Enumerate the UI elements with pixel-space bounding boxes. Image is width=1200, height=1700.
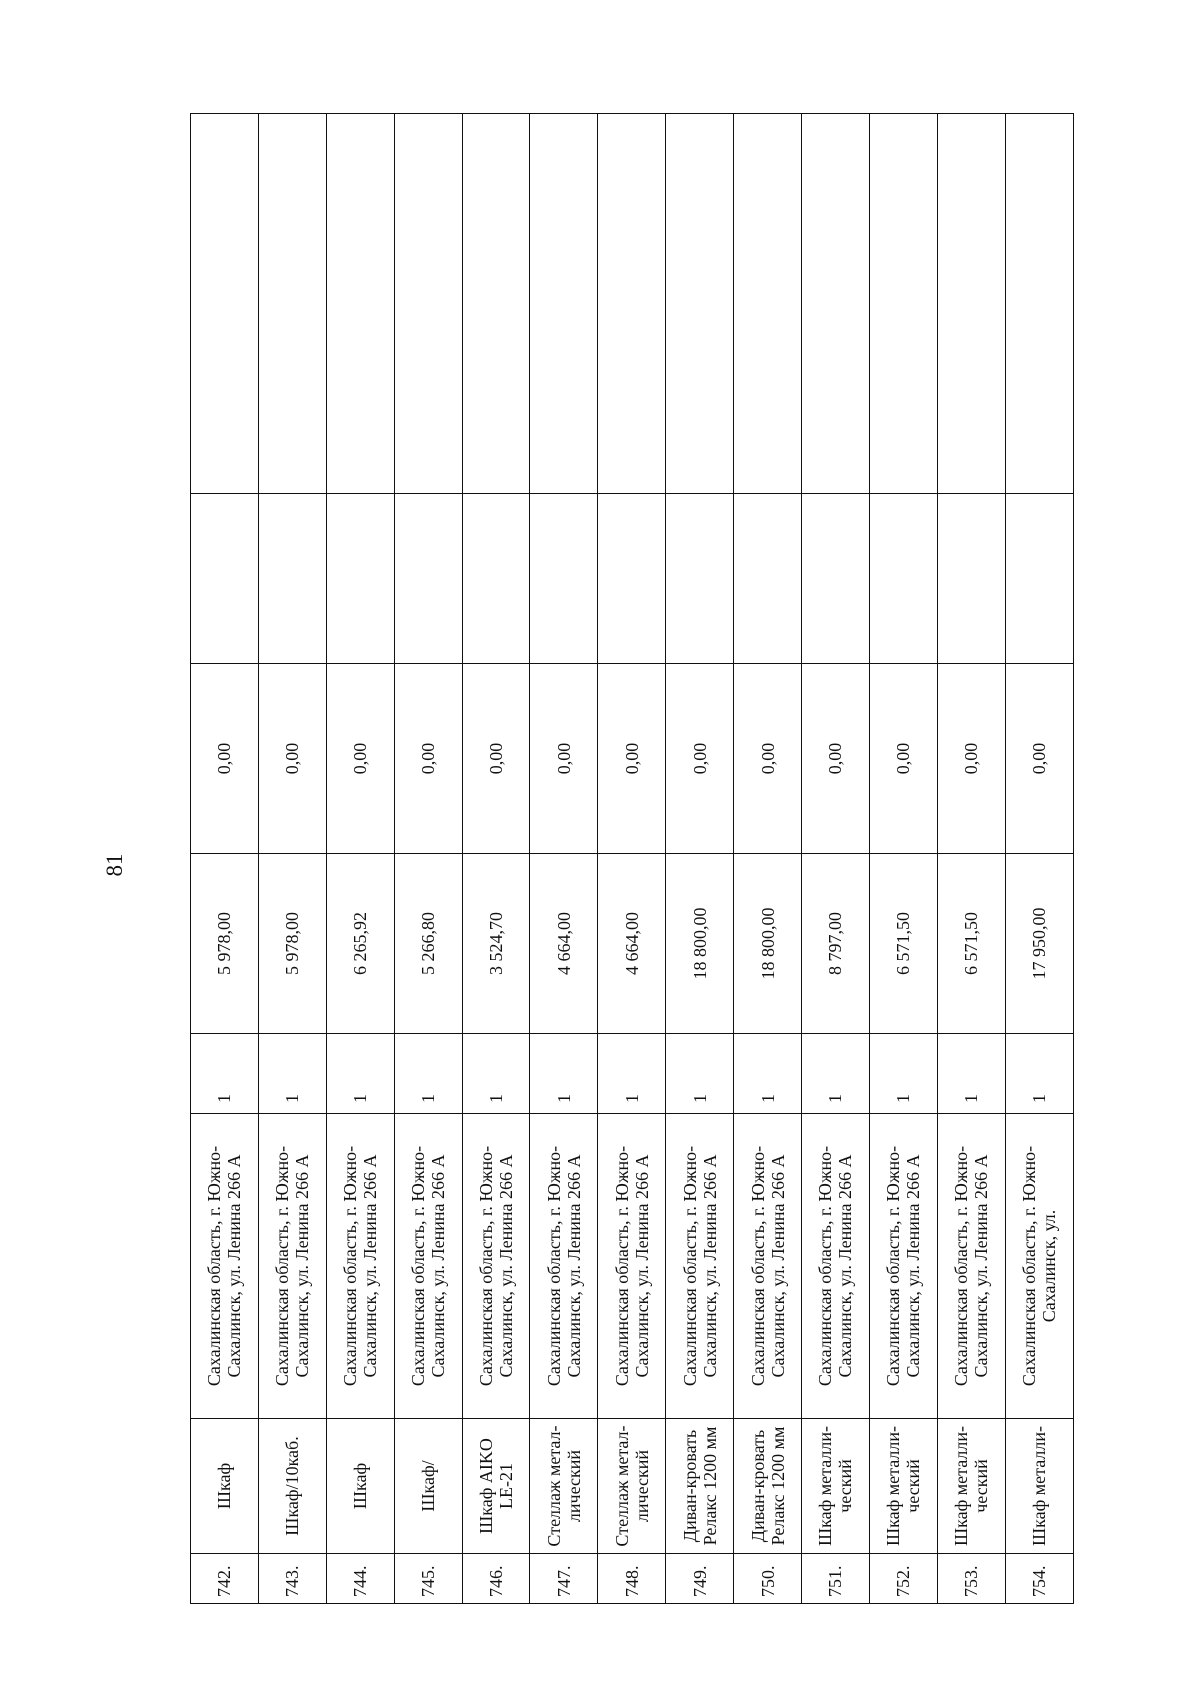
row-number-cell: 751. bbox=[802, 1554, 870, 1604]
cost-cell: 8 797,00 bbox=[802, 854, 870, 1034]
item-name-cell: Диван-кровать Релакс 1200 мм bbox=[666, 1419, 734, 1554]
empty-cell bbox=[394, 114, 462, 494]
row-number-cell: 742. bbox=[191, 1554, 259, 1604]
quantity-cell: 1 bbox=[394, 1034, 462, 1114]
row-number-cell: 749. bbox=[666, 1554, 734, 1604]
address-cell: Сахалинская область, г. Южно-Сахалинск, ул. Ленина 266 А bbox=[462, 1114, 530, 1419]
empty-cell bbox=[734, 114, 802, 494]
empty-cell bbox=[258, 114, 326, 494]
row-number-cell: 744. bbox=[326, 1554, 394, 1604]
quantity-cell: 1 bbox=[869, 1034, 937, 1114]
address-cell: Сахалинская область, г. Южно-Сахалинск, ул. Ленина 266 А bbox=[258, 1114, 326, 1419]
residual-value-cell: 0,00 bbox=[734, 664, 802, 854]
address-cell: Сахалинская область, г. Южно-Сахалинск, ул. Ленина 266 А bbox=[394, 1114, 462, 1419]
table-row bbox=[326, 114, 394, 1604]
cost-cell: 18 800,00 bbox=[734, 854, 802, 1034]
item-name-cell: Шкаф металли-ческий bbox=[869, 1419, 937, 1554]
item-name-cell: Шкаф bbox=[191, 1419, 259, 1554]
quantity-cell: 1 bbox=[258, 1034, 326, 1114]
empty-cell bbox=[802, 494, 870, 664]
address-cell: Сахалинская область, г. Южно-Сахалинск, ул. Ленина 266 А bbox=[734, 1114, 802, 1419]
empty-cell bbox=[937, 494, 1005, 664]
quantity-cell: 1 bbox=[734, 1034, 802, 1114]
quantity-cell: 1 bbox=[1005, 1034, 1073, 1114]
empty-cell bbox=[802, 114, 870, 494]
address-cell: Сахалинская область, г. Южно-Сахалинск, ул. Ленина 266 А bbox=[530, 1114, 598, 1419]
address-cell: Сахалинская область, г. Южно-Сахалинск, ул. Ленина 266 А bbox=[937, 1114, 1005, 1419]
cost-cell: 5 978,00 bbox=[191, 854, 259, 1034]
cost-cell: 3 524,70 bbox=[462, 854, 530, 1034]
empty-cell bbox=[598, 494, 666, 664]
residual-value-cell: 0,00 bbox=[802, 664, 870, 854]
address-cell: Сахалинская область, г. Южно-Сахалинск, ул. Ленина 266 А bbox=[598, 1114, 666, 1419]
empty-cell bbox=[734, 494, 802, 664]
empty-cell bbox=[462, 494, 530, 664]
quantity-cell: 1 bbox=[530, 1034, 598, 1114]
cost-cell: 18 800,00 bbox=[666, 854, 734, 1034]
address-cell: Сахалинская область, г. Южно-Сахалинск, ул. Ленина 266 А bbox=[802, 1114, 870, 1419]
cost-cell: 5 266,80 bbox=[394, 854, 462, 1034]
cost-cell: 6 265,92 bbox=[326, 854, 394, 1034]
empty-cell bbox=[326, 114, 394, 494]
cost-cell: 6 571,50 bbox=[869, 854, 937, 1034]
item-name-cell: Шкаф/ bbox=[394, 1419, 462, 1554]
empty-cell bbox=[191, 114, 259, 494]
table-row bbox=[869, 114, 937, 1604]
row-number-cell: 753. bbox=[937, 1554, 1005, 1604]
residual-value-cell: 0,00 bbox=[666, 664, 734, 854]
row-number-cell: 750. bbox=[734, 1554, 802, 1604]
table-row bbox=[598, 114, 666, 1604]
table-row bbox=[666, 114, 734, 1604]
item-name-cell: Стеллаж метал-лический bbox=[598, 1419, 666, 1554]
empty-cell bbox=[666, 114, 734, 494]
row-number-cell: 743. bbox=[258, 1554, 326, 1604]
empty-cell bbox=[258, 494, 326, 664]
cost-cell: 17 950,00 bbox=[1005, 854, 1073, 1034]
row-number-cell: 747. bbox=[530, 1554, 598, 1604]
table-row bbox=[530, 114, 598, 1604]
empty-cell bbox=[1005, 114, 1073, 494]
cost-cell: 4 664,00 bbox=[530, 854, 598, 1034]
item-name-cell: Стеллаж метал-лический bbox=[530, 1419, 598, 1554]
quantity-cell: 1 bbox=[937, 1034, 1005, 1114]
cost-cell: 5 978,00 bbox=[258, 854, 326, 1034]
address-cell: Сахалинская область, г. Южно-Сахалинск, ул. Ленина 266 А bbox=[666, 1114, 734, 1419]
empty-cell bbox=[462, 114, 530, 494]
table-row bbox=[258, 114, 326, 1604]
table-row bbox=[462, 114, 530, 1604]
item-name-cell: Шкаф/10каб. bbox=[258, 1419, 326, 1554]
residual-value-cell: 0,00 bbox=[258, 664, 326, 854]
cost-cell: 6 571,50 bbox=[937, 854, 1005, 1034]
empty-cell bbox=[937, 114, 1005, 494]
quantity-cell: 1 bbox=[666, 1034, 734, 1114]
row-number-cell: 745. bbox=[394, 1554, 462, 1604]
empty-cell bbox=[326, 494, 394, 664]
residual-value-cell: 0,00 bbox=[937, 664, 1005, 854]
empty-cell bbox=[598, 114, 666, 494]
address-cell: Сахалинская область, г. Южно-Сахалинск, ул. Ленина 266 А bbox=[869, 1114, 937, 1419]
item-name-cell: Шкаф металли- bbox=[1005, 1419, 1073, 1554]
residual-value-cell: 0,00 bbox=[191, 664, 259, 854]
empty-cell bbox=[869, 114, 937, 494]
table-row bbox=[1005, 114, 1073, 1604]
table-row bbox=[734, 114, 802, 1604]
residual-value-cell: 0,00 bbox=[1005, 664, 1073, 854]
table-row bbox=[191, 114, 259, 1604]
residual-value-cell: 0,00 bbox=[530, 664, 598, 854]
item-name-cell: Шкаф металли-ческий bbox=[937, 1419, 1005, 1554]
item-name-cell: Диван-кровать Релакс 1200 мм bbox=[734, 1419, 802, 1554]
quantity-cell: 1 bbox=[326, 1034, 394, 1114]
row-number-cell: 754. bbox=[1005, 1554, 1073, 1604]
item-name-cell: Шкаф AIKO LE-21 bbox=[462, 1419, 530, 1554]
quantity-cell: 1 bbox=[598, 1034, 666, 1114]
quantity-cell: 1 bbox=[191, 1034, 259, 1114]
empty-cell bbox=[666, 494, 734, 664]
item-name-cell: Шкаф bbox=[326, 1419, 394, 1554]
row-number-cell: 746. bbox=[462, 1554, 530, 1604]
inventory-table-container bbox=[190, 114, 1073, 1604]
residual-value-cell: 0,00 bbox=[462, 664, 530, 854]
empty-cell bbox=[191, 494, 259, 664]
empty-cell bbox=[530, 114, 598, 494]
table-row bbox=[802, 114, 870, 1604]
quantity-cell: 1 bbox=[802, 1034, 870, 1114]
address-cell: Сахалинская область, г. Южно-Сахалинск, ул. Ленина 266 А bbox=[326, 1114, 394, 1419]
empty-cell bbox=[394, 494, 462, 664]
item-name-cell: Шкаф металли-ческий bbox=[802, 1419, 870, 1554]
residual-value-cell: 0,00 bbox=[869, 664, 937, 854]
quantity-cell: 1 bbox=[462, 1034, 530, 1114]
residual-value-cell: 0,00 bbox=[598, 664, 666, 854]
empty-cell bbox=[1005, 494, 1073, 664]
empty-cell bbox=[530, 494, 598, 664]
row-number-cell: 748. bbox=[598, 1554, 666, 1604]
table-row bbox=[937, 114, 1005, 1604]
cost-cell: 4 664,00 bbox=[598, 854, 666, 1034]
inventory-table bbox=[190, 113, 1074, 1604]
row-number-cell: 752. bbox=[869, 1554, 937, 1604]
table-row bbox=[394, 114, 462, 1604]
residual-value-cell: 0,00 bbox=[326, 664, 394, 854]
address-cell: Сахалинская область, г. Южно-Сахалинск, ул. Ленина 266 А bbox=[191, 1114, 259, 1419]
residual-value-cell: 0,00 bbox=[394, 664, 462, 854]
table-body bbox=[191, 114, 1074, 1604]
page-number: 81 bbox=[102, 853, 127, 877]
address-cell: Сахалинская область, г. Южно-Сахалинск, ул. bbox=[1005, 1114, 1073, 1419]
empty-cell bbox=[869, 494, 937, 664]
